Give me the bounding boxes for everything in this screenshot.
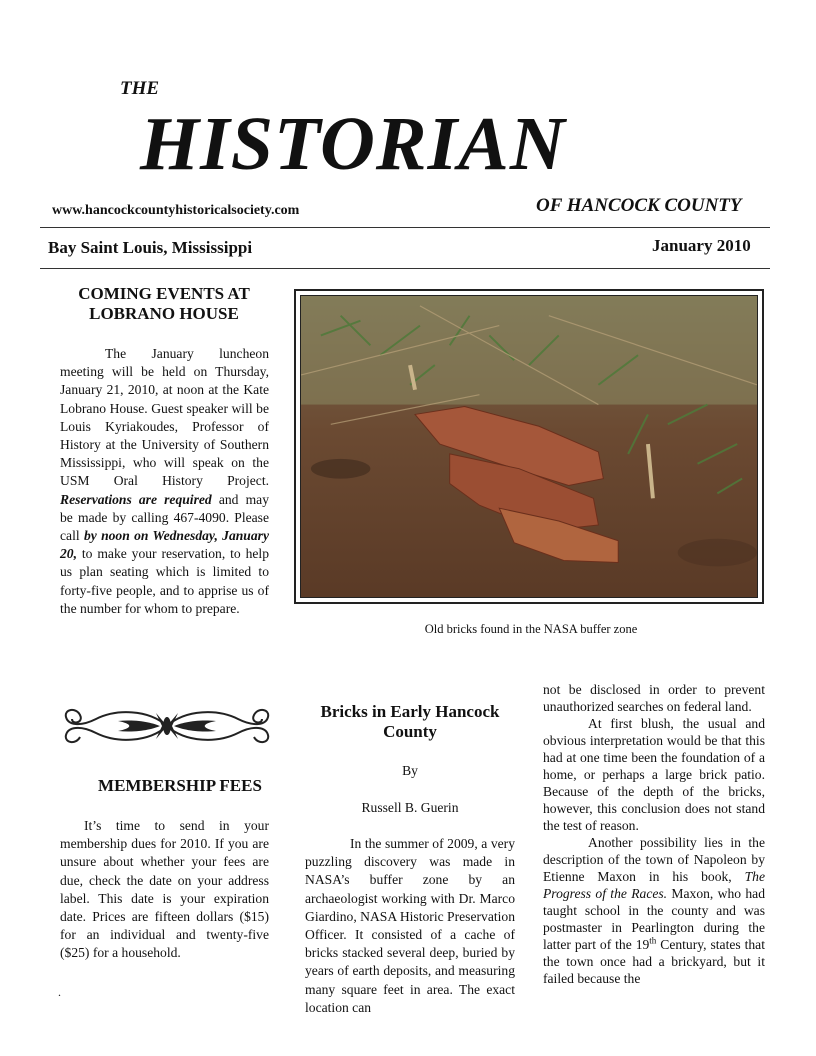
article-author: Russell B. Guerin: [361, 800, 459, 815]
scroll-ornament-icon: [58, 703, 276, 749]
trailing-period: .: [58, 985, 61, 999]
photo-frame: [294, 289, 764, 604]
issue-date: January 2010: [652, 236, 751, 255]
article-by: By: [402, 763, 418, 778]
article-col1: In the summer of 2009, a very puzzling discovery was made in NASA’s buffer zone by an archaeologist working with Dr. Marco Giardino, NASA Historic Preservation Officer. It consisted of a cache of bricks stacked several deep, buried by years of earth deposits, and measuring many square feet in area. The exact location can: [305, 836, 515, 1015]
masthead-subtitle: OF HANCOCK COUNTY: [536, 195, 742, 216]
masthead-title: HISTORIAN: [140, 102, 566, 186]
masthead-the: THE: [120, 78, 160, 99]
article-col2: not be disclosed in order to prevent unauthorized searches on federal land. At first blush, the usual and obvious interpretation would be that this had at one time been the foundation of a home, or perhaps a large brick patio. Because of the depth of the bricks, however, this conclusion does not stand the test of reason. Another possibility lies in the description of the town of Napoleon by Etienne Maxon in his book, The Progress of the Races. Maxon, who had taught school in the county and was postmaster in Pearlington during the latter part of the 19th Century, states that the town once had a brickyard, but it failed because the: [543, 682, 765, 986]
location-text: Bay Saint Louis, Mississippi: [48, 238, 253, 257]
bricks-photo: [300, 295, 758, 598]
header-rule: [40, 268, 770, 269]
membership-body: It’s time to send in your membership dues for 2010. If you are unsure about whether your fees are due, check the date on your address label. This date is your expiration date. Prices are fifteen dollars ($15) for an individual and twenty-five ($25) for a household.: [60, 818, 269, 961]
article-heading: Bricks in Early Hancock County: [320, 702, 500, 741]
events-body: The January luncheon meeting will be held on Thursday, January 21, 2010, at noon at the Kate Lobrano House. Guest speaker will be Louis Kyriakoudes, Professor of History at the University of Southern Mississippi, who will speak on the USM Oral History Project. Reservations are required and may be made by calling 467-4090. Please call by noon on Wednesday, January 20, to make your reservation, to help us plan seating which is limited to forty-five people, and to apprise us of the number for whom to prepare.: [60, 346, 269, 616]
photo-caption: Old bricks found in the NASA buffer zone: [424, 622, 638, 636]
events-heading: COMING EVENTS AT LOBRANO HOUSE: [78, 284, 250, 323]
top-rule: [40, 227, 770, 228]
membership-heading: MEMBERSHIP FEES: [98, 776, 262, 795]
website-link[interactable]: www.hancockcountyhistoricalsociety.com: [52, 203, 300, 218]
